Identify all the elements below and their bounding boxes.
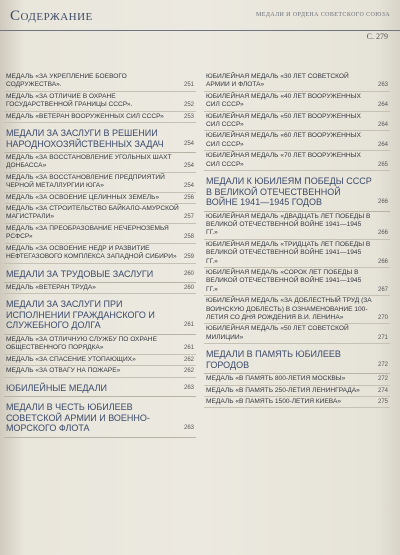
toc-entry-page: 258 (183, 234, 194, 241)
toc-entry-page: 266 (377, 258, 388, 265)
toc-section-heading (4, 378, 196, 398)
toc-entry-title: ЮБИЛЕЙНАЯ МЕДАЛЬ «50 ЛЕТ ВООРУЖЕННЫХ СИЛ СССР» (206, 112, 361, 129)
toc-entry-page: 271 (377, 334, 388, 341)
toc-entry (204, 151, 390, 171)
toc-entry-page: 264 (377, 122, 388, 129)
toc-entry-title: МЕДАЛЬ «ЗА СПАСЕНИЕ УТОПАЮЩИХ» (6, 355, 136, 363)
toc-section-heading (4, 123, 196, 153)
toc-entry-title: МЕДАЛИ ЗА ЗАСЛУГИ ПРИ ИСПОЛНЕНИИ ГРАЖДАНСКОГО И СЛУЖЕБНОГО ДОЛГА (6, 299, 155, 331)
toc-entry-page: 252 (183, 102, 194, 109)
toc-entry (204, 397, 390, 408)
toc-entry-title: МЕДАЛЬ «ЗА СТРОИТЕЛЬСТВО БАЙКАЛО-АМУРСКОЙ МАГИСТРАЛИ» (6, 205, 179, 221)
toc-entry (4, 244, 196, 264)
toc-entry-title: МЕДАЛИ В ПАМЯТЬ ЮБИЛЕЕВ ГОРОДОВ (206, 349, 341, 370)
toc-entry-title: ЮБИЛЕЙНАЯ МЕДАЛЬ «70 ЛЕТ ВООРУЖЕННЫХ СИЛ СССР» (206, 152, 361, 168)
toc-entry (204, 296, 390, 324)
toc-entry-page: 260 (183, 270, 194, 277)
toc-entry (4, 224, 196, 244)
toc-entry-page: 274 (377, 387, 388, 394)
toc-entry-title: МЕДАЛЬ «ВЕТЕРАН ТРУДА» (6, 284, 96, 291)
page-title: Содержание (10, 8, 93, 24)
toc-entry-title: ЮБИЛЕЙНАЯ МЕДАЛЬ «СОРОК ЛЕТ ПОБЕДЫ В ВЕЛИКОЙ ОТЕЧЕСТВЕННОЙ ВОЙНЕ 1941—1945 ГГ.» (206, 269, 362, 293)
toc-entry (204, 112, 390, 132)
toc-entry-title: МЕДАЛЬ «ЗА ОТВАГУ НА ПОЖАРЕ» (6, 367, 121, 375)
toc-entry-title: МЕДАЛЬ «ЗА УКРЕПЛЕНИЕ БОЕВОГО СОДРУЖЕСТВА». (6, 73, 127, 89)
toc-entry-title: МЕДАЛИ ЗА ЗАСЛУГИ В РЕШЕНИИ НАРОДНОХОЗЯЙСТВЕННЫХ ЗАДАЧ (6, 128, 164, 149)
toc-entry-page: 267 (377, 286, 388, 293)
toc-entry-page: 272 (377, 376, 388, 383)
running-head: МЕДАЛИ И ОРДЕНА СОВЕТСКОГО СОЮЗА (256, 12, 390, 18)
toc-entry (4, 72, 196, 92)
toc-entry-title: ЮБИЛЕЙНАЯ МЕДАЛЬ «ДВАДЦАТЬ ЛЕТ ПОБЕДЫ В ВЕЛИКОЙ ОТЕЧЕСТВЕННОЙ ВОЙНЕ 1941—1945 ГГ.» (206, 212, 371, 237)
toc-section-heading (204, 171, 390, 212)
toc-entry-page: 270 (377, 315, 388, 322)
toc-entry-page: 260 (183, 285, 194, 291)
toc-entry-title: МЕДАЛИ К ЮБИЛЕЯМ ПОБЕДЫ СССР В ВЕЛИКОЙ ОТЕЧЕСТВЕННОЙ ВОЙНЕ 1941—1945 ГОДОВ (206, 176, 372, 208)
toc-entry-title: ЮБИЛЕЙНАЯ МЕДАЛЬ «ТРИДЦАТЬ ЛЕТ ПОБЕДЫ В ВЕЛИКОЙ ОТЕЧЕСТВЕННОЙ ВОЙНЕ 1941—1945 ГГ.» (206, 240, 371, 265)
toc-entry-page: 257 (183, 214, 194, 221)
toc-entry-page: 263 (377, 82, 388, 89)
toc-entry-page: 261 (183, 322, 194, 329)
toc-entry-title: ЮБИЛЕЙНАЯ МЕДАЛЬ «60 ЛЕТ ВООРУЖЕННЫХ СИЛ СССР» (206, 132, 361, 148)
toc-entry-title: МЕДАЛЬ «ЗА ОСВОЕНИЕ ЦЕЛИННЫХ ЗЕМЕЛЬ» (6, 193, 160, 201)
toc-entry (4, 366, 196, 377)
toc-entry-page: 254 (183, 140, 194, 147)
toc-entry-title: МЕДАЛЬ «ЗА ОТЛИЧНУЮ СЛУЖБУ ПО ОХРАНЕ ОБЩЕСТВЕННОГО ПОРЯДКА» (6, 335, 157, 352)
toc-entry-title: МЕДАЛЬ «ЗА ПРЕОБРАЗОВАНИЕ НЕЧЕРНОЗЕМЬЯ РСФСР» (6, 224, 169, 241)
toc-entry-title: МЕДАЛЬ «В ПАМЯТЬ 1500-ЛЕТИЯ КИЕВА» (206, 398, 342, 406)
toc-column-right (204, 72, 390, 408)
toc-entry (4, 283, 196, 294)
toc-entry-page: 254 (183, 163, 194, 170)
toc-entry-title: МЕДАЛЬ «ЗА ВОССТАНОВЛЕНИЕ ПРЕДПРИЯТИЙ ЧЕРНОЙ МЕТАЛЛУРГИИ ЮГА» (6, 173, 165, 190)
toc-entry-page: 266 (377, 230, 388, 237)
toc-entry-title: МЕДАЛЬ «В ПАМЯТЬ 250-ЛЕТИЯ ЛЕНИНГРАДА» (206, 386, 360, 394)
toc-entry (204, 92, 390, 112)
toc-entry-title: МЕДАЛЬ «ЗА ОСВОЕНИЕ НЕДР И РАЗВИТИЕ НЕФТЕГАЗОВОГО КОМПЛЕКСА ЗАПАДНОЙ СИБИРИ» (6, 244, 177, 261)
toc-entry-title: ЮБИЛЕЙНАЯ МЕДАЛЬ «ЗА ДОБЛЕСТНЫЙ ТРУД (ЗА ВОИНСКУЮ ДОБЛЕСТЬ) В ОЗНАМЕНОВАНИЕ 100-ЛЕТИЯ СО ДНЯ РОЖДЕНИЯ В.И. ЛЕНИНА» (206, 297, 372, 322)
toc-section-heading (204, 344, 390, 374)
toc-entry (204, 374, 390, 385)
toc-entry-page: 253 (183, 113, 194, 120)
toc-entry-page: 272 (377, 361, 388, 368)
toc-entry-page: 263 (183, 384, 194, 391)
toc-entry-title: МЕДАЛЬ «ЗА ВОССТАНОВЛЕНИЕ УГОЛЬНЫХ ШАХТ ДОНБАССА» (6, 154, 172, 170)
toc-entry (204, 386, 390, 397)
toc-entry (4, 335, 196, 355)
toc-entry-page: 262 (183, 368, 194, 375)
toc-entry-page: 266 (377, 199, 388, 206)
toc-entry-page: 259 (183, 254, 194, 261)
toc-entry-page: 275 (377, 399, 388, 406)
toc-entry-title: ЮБИЛЕЙНАЯ МЕДАЛЬ «40 ЛЕТ ВООРУЖЕННЫХ СИЛ СССР» (206, 92, 361, 109)
toc-entry (204, 268, 390, 296)
toc-column-left (4, 72, 196, 438)
toc-entry-page: 265 (377, 161, 388, 168)
toc-entry (204, 131, 390, 151)
toc-entry-title: МЕДАЛЬ «В ПАМЯТЬ 800-ЛЕТИЯ МОСКВЫ» (206, 375, 346, 383)
page-header (0, 8, 400, 31)
toc-entry-title: ЮБИЛЕЙНЫЕ МЕДАЛИ (6, 382, 107, 393)
toc-entry (204, 72, 390, 92)
toc-entry (4, 193, 196, 204)
toc-entry-title: ЮБИЛЕЙНАЯ МЕДАЛЬ «30 ЛЕТ СОВЕТСКОЙ АРМИИ И ФЛОТА» (206, 73, 349, 89)
toc-section-heading (4, 264, 196, 284)
toc-entry (4, 153, 196, 173)
toc-entry-title: ЮБИЛЕЙНАЯ МЕДАЛЬ «50 ЛЕТ СОВЕТСКОЙ МИЛИЦИИ» (206, 325, 349, 341)
toc-entry-page: 263 (183, 425, 194, 432)
toc-entry-title: МЕДАЛИ В ЧЕСТЬ ЮБИЛЕЕВ СОВЕТСКОЙ АРМИИ И ВОЕННО-МОРСКОГО ФЛОТА (6, 402, 150, 434)
toc-entry-title: МЕДАЛИ ЗА ТРУДОВЫЕ ЗАСЛУГИ (6, 268, 154, 279)
toc-entry-page: 251 (183, 82, 194, 89)
toc-entry (204, 324, 390, 344)
toc-entry (204, 240, 390, 268)
toc-entry-page: 262 (183, 356, 194, 363)
toc-entry-title: МЕДАЛЬ «ЗА ОТЛИЧИЕ В ОХРАНЕ ГОСУДАРСТВЕННОЙ ГРАНИЦЫ СССР». (6, 92, 133, 109)
toc-entry-page: 264 (377, 141, 388, 148)
toc-entry-page: 256 (183, 194, 194, 201)
toc-entry (204, 212, 390, 240)
toc-entry (4, 355, 196, 366)
toc-section-heading (4, 294, 196, 335)
toc-entry (4, 112, 196, 123)
toc-entry (4, 204, 196, 224)
toc-entry (4, 92, 196, 112)
toc-entry-page: 261 (183, 345, 194, 352)
toc-entry-title: МЕДАЛЬ «ВЕТЕРАН ВООРУЖЕННЫХ СИЛ СССР» (6, 112, 164, 120)
toc-entry-page: 254 (183, 183, 194, 190)
toc-entry-page: 264 (377, 102, 388, 109)
toc-entry (4, 173, 196, 193)
toc-section-heading (4, 397, 196, 438)
page-number: С. 279 (366, 32, 388, 41)
